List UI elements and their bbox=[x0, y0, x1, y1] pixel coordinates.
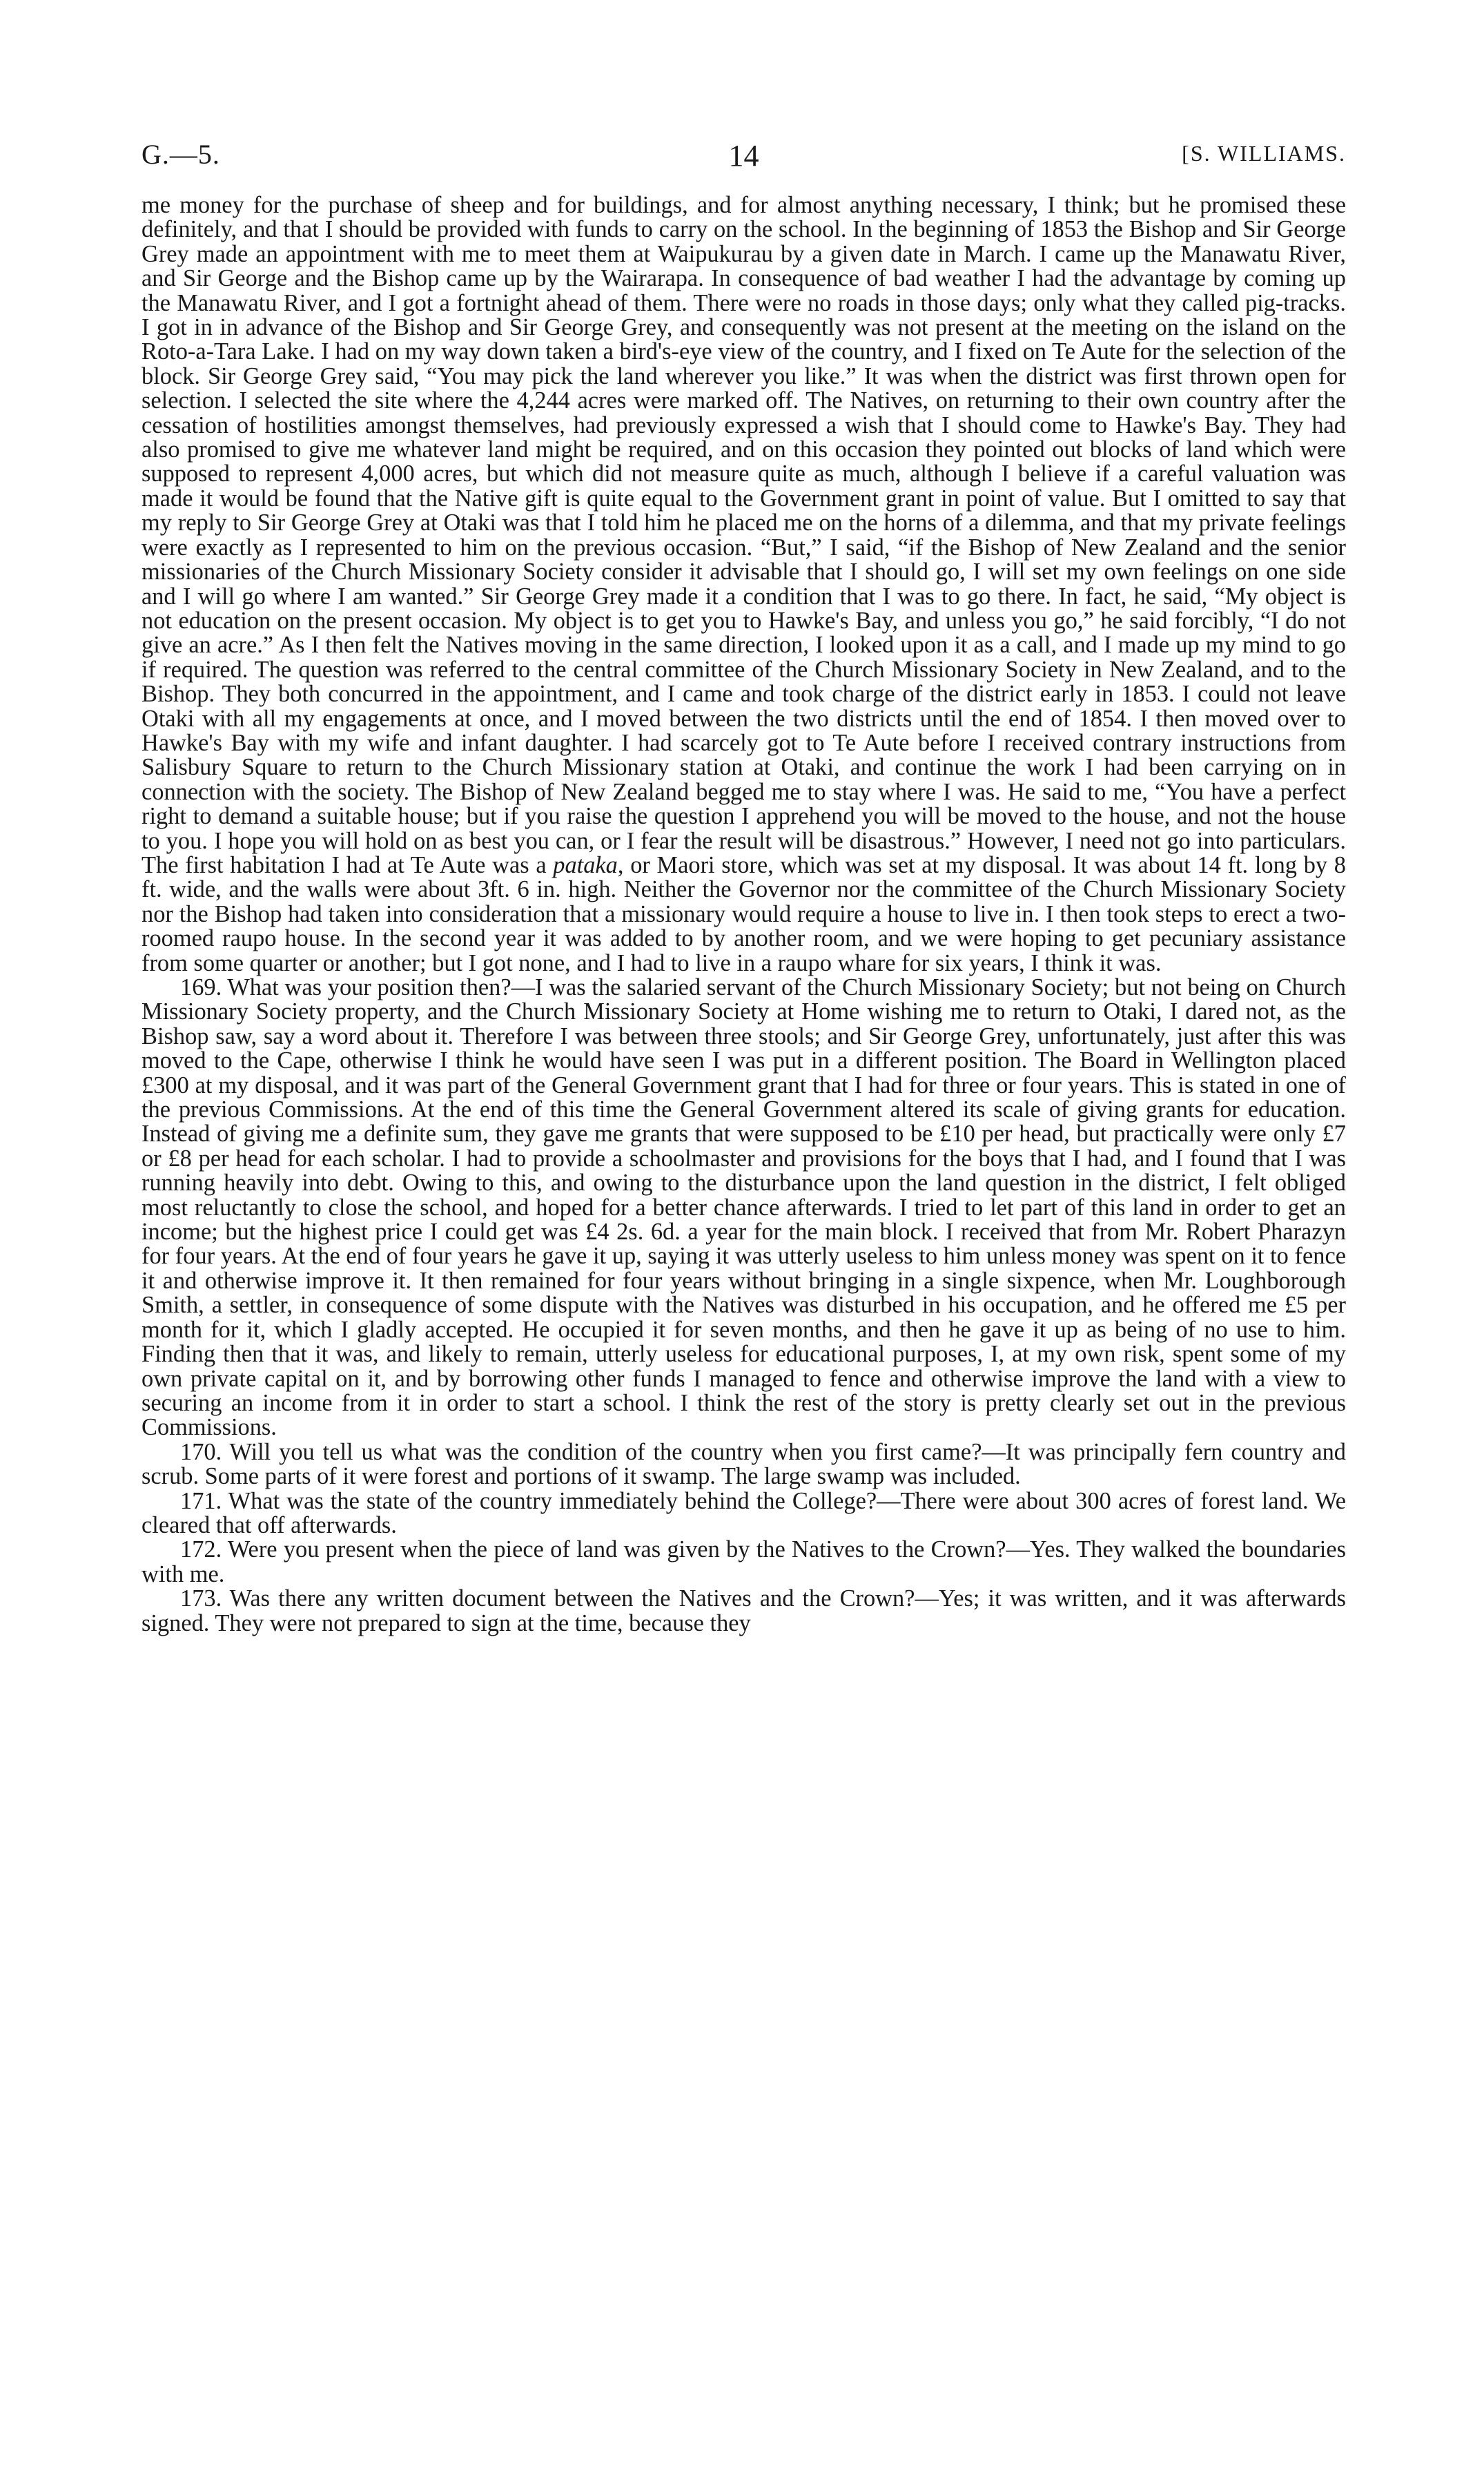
question-173: 173. Was there any written document between the Natives and the Crown?—Yes; it was written, and it was afterwards signed. They were not prepared to sign at the time, because they bbox=[141, 1585, 1346, 1636]
witness-name: [S. WILLIAMS. bbox=[1182, 141, 1346, 166]
page-header bbox=[141, 138, 1346, 193]
question-170: 170. Will you tell us what was the condition of the country when you first came?—It was principally fern country and scrub. Some parts of it were forest and portions of it swamp. The large swamp was included. bbox=[141, 1438, 1346, 1490]
question-172: 172. Were you present when the piece of land was given by the Natives to the Crown?—Yes. They walked the boundaries with me. bbox=[141, 1536, 1346, 1587]
question-169: 169. What was your position then?—I was the salaried servant of the Church Missionary Society; but not being on Church Missionary Society property, and the Church Missionary Society at Home wishing me to return to Otaki, I dared not, as the Bishop saw, say a word about it. Therefore I was between three stools; and Sir George Grey, unfortunately, just after this was moved to the Cape, otherwise I think he would have seen I was put in a different position. The Board in Wellington placed £300 at my disposal, and it was part of the General Government grant that I had for three or four years. This is stated in one of the previous Commissions. At the end of this time the General Government altered its scale of giving grants for education. Instead of giving me a definite sum, they gave me grants that were supposed to be £10 per head, but practically were only £7 or £8 per head for each scholar. I had to provide a schoolmaster and provisions for the boys that I had, and I found that I was running heavily into debt. Owing to this, and owing to the disturbance upon the land question in the district, I felt obliged most reluctantly to close the school, and hoped for a better chance afterwards. I tried to let part of this land in order to get an income; but the highest price I could get was £4 2s. 6d. a year for the main block. I received that from Mr. Robert Pharazyn for four years. At the end of four years he gave it up, saying it was utterly useless to him unless money was spent on it to fence it and otherwise improve it. It then remained for four years without bringing in a single sixpence, when Mr. Loughborough Smith, a settler, in consequence of some dispute with the Natives was disturbed in his occupation, and he offered me £5 per month for it, which I gladly accepted. He occupied it for seven months, and then he gave it up as being of no use to him. Finding then that it was, and likely to remain, utterly useless for educational purposes, I, at my own risk, spent some of my own private capital on it, and by borrowing other funds I managed to fence and otherwise improve the land with a view to securing an income from it in order to start a school. I think the rest of the story is pretty clearly set out in the previous Commissions. bbox=[141, 974, 1346, 1441]
document-reference: G.—5. bbox=[141, 139, 220, 170]
question-171: 171. What was the state of the country immediately behind the College?—There were about 300 acres of forest land. We cleared that off afterwards. bbox=[141, 1487, 1346, 1538]
evidence-text bbox=[141, 193, 1346, 1636]
paragraph-continuation: me money for the purchase of sheep and for buildings, and for almost anything necessary, I think; but he promised these definitely, and that I should be provided with funds to carry on the school. In the beginning of 1853 the Bishop and Sir George Grey made an appointment with me to meet them at Waipukurau by a given date in March. I came up the Manawatu River, and Sir George and the Bishop came up by the Wairarapa. In consequence of bad weather I had the advantage by coming up the Manawatu River, and I got a fortnight ahead of them. There were no roads in those days; only what they called pig-tracks. I got in in advance of the Bishop and Sir George Grey, and consequently was not present at the meeting on the island on the Roto-a-Tara Lake. I had on my way down taken a bird's-eye view of the country, and I fixed on Te Aute for the selection of the block. Sir George Grey said, “You may pick the land wherever you like.” It was when the district was first thrown open for selection. I selected the site where the 4,244 acres were marked off. The Natives, on returning to their own country after the cessation of hostilities amongst themselves, had previously expressed a wish that I should come to Hawke's Bay. They had also promised to give me whatever land might be required, and on this occasion they pointed out blocks of land which were supposed to represent 4,000 acres, but which did not measure quite as much, although I believe if a careful valuation was made it would be found that the Native gift is quite equal to the Government grant in point of value. But I omitted to say that my reply to Sir George Grey at Otaki was that I told him he placed me on the horns of a dilemma, and that my private feelings were exactly as I represented to him on the previous occasion. “But,” I said, “if the Bishop of New Zealand and the senior missionaries of the Church Missionary Society consider it advisable that I should go, I will set my own feelings on one side and I will go where I am wanted.” Sir George Grey made it a condition that I was to go there. In fact, he said, “My object is not education on the present occasion. My object is to get you to Hawke's Bay, and unless you go,” he said forcibly, “I do not give an acre.” As I then felt the Natives moving in the same direction, I looked upon it as a call, and I made up my mind to go if required. The question was referred to the central committee of the Church Missionary Society in New Zealand, and to the Bishop. They both concurred in the appointment, and I came and took charge of the district early in 1853. I could not leave Otaki with all my engagements at once, and I moved between the two districts until the end of 1854. I then moved over to Hawke's Bay with my wife and infant daughter. I had scarcely got to Te Aute before I received contrary instructions from Salisbury Square to return to the Church Missionary station at Otaki, and continue the work I had been carrying on in connection with the society. The Bishop of New Zealand begged me to stay where I was. He said to me, “You have a perfect right to demand a suitable house; but if you raise the question I apprehend you will be moved to the house, and not the house to you. I hope you will hold on as best you can, or I fear the result will be disastrous.” However, I need not go into particulars. The first habitation I had at Te Aute was a pataka, or Maori store, which was set at my disposal. It was about 14 ft. long by 8 ft. wide, and the walls were about 3ft. 6 in. high. Neither the Governor nor the committee of the Church Missionary Society nor the Bishop had taken into consideration that a missionary would require a house to live in. I then took steps to erect a two-roomed raupo house. In the second year it was added to by another room, and we were hoping to get pecuniary assistance from some quarter or another; but I got none, and I had to live in a raupo whare for six years, I think it was. bbox=[141, 192, 1346, 976]
italic-term: pataka bbox=[553, 851, 618, 878]
page-number: 14 bbox=[728, 139, 759, 173]
document-page bbox=[141, 138, 1346, 1636]
